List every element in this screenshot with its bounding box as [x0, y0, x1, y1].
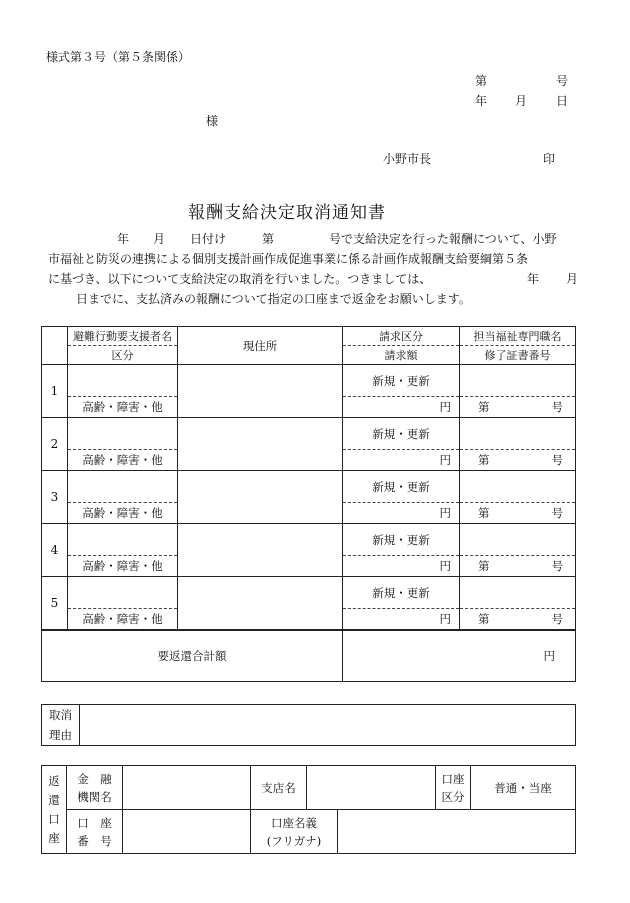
form-number: 様式第３号（第５条関係） [46, 50, 191, 64]
cancel-reason-label: 取消 理由 [42, 705, 80, 746]
doc-number-dai: 第 [475, 74, 488, 88]
financial-institution-label: 金 融 機関名 [67, 766, 123, 810]
amount-cell[interactable]: 円 [343, 609, 460, 630]
row-number: 4 [42, 524, 68, 577]
staff-cell[interactable] [460, 365, 576, 397]
account-type-label: 口座 区分 [436, 766, 471, 810]
date-year: 年 [475, 94, 488, 108]
category-cell[interactable]: 高齢・障害・他 [68, 556, 178, 577]
body-line1: 号で支給決定を行った報酬について、小野 [329, 232, 557, 246]
body-line3-year: 年 [527, 272, 540, 286]
name-cell[interactable] [68, 577, 178, 609]
header-category: 区分 [68, 346, 178, 365]
category-cell[interactable]: 高齢・障害・他 [68, 397, 178, 418]
staff-cell[interactable] [460, 418, 576, 450]
cert-cell[interactable]: 第 号 [460, 609, 576, 630]
body-year: 年 [117, 232, 130, 246]
category-cell[interactable]: 高齢・障害・他 [68, 503, 178, 524]
financial-institution-field[interactable] [123, 766, 251, 810]
address-cell[interactable] [178, 524, 343, 577]
account-type-field[interactable]: 普通・当座 [471, 766, 576, 810]
amount-cell[interactable]: 円 [343, 556, 460, 577]
refund-account-side-label: 返 還 口 座 [42, 766, 67, 854]
request-type-cell[interactable]: 新規・更新 [343, 365, 460, 397]
refund-account-table [41, 765, 576, 854]
sender-name: 小野市長 [383, 152, 432, 166]
total-amount[interactable]: 円 [343, 630, 576, 682]
staff-cell[interactable] [460, 524, 576, 556]
account-number-field[interactable] [123, 810, 251, 854]
address-cell[interactable] [178, 418, 343, 471]
request-type-cell[interactable]: 新規・更新 [343, 577, 460, 609]
seal-mark: 印 [543, 152, 556, 166]
row-number: 5 [42, 577, 68, 630]
cert-cell[interactable]: 第 号 [460, 397, 576, 418]
account-number-label: 口 座 番 号 [67, 810, 123, 854]
body-line4: 日までに、支払済みの報酬について指定の口座まで返金をお願いします。 [76, 292, 471, 306]
cert-cell[interactable]: 第 号 [460, 450, 576, 471]
request-type-cell[interactable]: 新規・更新 [343, 471, 460, 503]
staff-cell[interactable] [460, 577, 576, 609]
addressee-suffix: 様 [206, 114, 219, 128]
staff-cell[interactable] [460, 471, 576, 503]
category-cell[interactable]: 高齢・障害・他 [68, 450, 178, 471]
name-cell[interactable] [68, 524, 178, 556]
address-cell[interactable] [178, 365, 343, 418]
row-number: 2 [42, 418, 68, 471]
header-name: 避難行動要支援者名 [68, 327, 178, 346]
cancel-reason-field[interactable] [80, 705, 576, 746]
claims-table [41, 326, 576, 682]
branch-field[interactable] [307, 766, 436, 810]
cancel-reason-table [41, 704, 576, 746]
request-type-cell[interactable]: 新規・更新 [343, 524, 460, 556]
address-cell[interactable] [178, 577, 343, 630]
date-month: 月 [515, 94, 528, 108]
header-blank [42, 327, 68, 365]
name-cell[interactable] [68, 418, 178, 450]
body-dai: 第 [262, 232, 275, 246]
category-cell[interactable]: 高齢・障害・他 [68, 609, 178, 630]
row-number: 1 [42, 365, 68, 418]
account-holder-label: 口座名義 (フリガナ) [251, 810, 338, 854]
body-month: 月 [153, 232, 166, 246]
body-day: 日付け [190, 232, 227, 246]
doc-number-go: 号 [556, 74, 569, 88]
amount-cell[interactable]: 円 [343, 397, 460, 418]
header-request-amount: 請求額 [343, 346, 460, 365]
request-type-cell[interactable]: 新規・更新 [343, 418, 460, 450]
amount-cell[interactable]: 円 [343, 503, 460, 524]
header-cert: 修了証書番号 [460, 346, 576, 365]
header-request-type: 請求区分 [343, 327, 460, 346]
cert-cell[interactable]: 第 号 [460, 556, 576, 577]
header-staff: 担当福祉専門職名 [460, 327, 576, 346]
account-holder-field[interactable] [338, 810, 576, 854]
date-day: 日 [556, 94, 569, 108]
body-line3-month: 月 [566, 272, 579, 286]
header-address: 現住所 [178, 327, 343, 365]
body-line3: に基づき、以下について支給決定の取消を行いました。つきましては、 [48, 272, 432, 286]
body-line2: 市福祉と防災の連携による個別支援計画作成促進事業に係る計画作成報酬支給要綱第５条 [48, 252, 529, 266]
name-cell[interactable] [68, 471, 178, 503]
branch-label: 支店名 [251, 766, 307, 810]
address-cell[interactable] [178, 471, 343, 524]
name-cell[interactable] [68, 365, 178, 397]
cert-cell[interactable]: 第 号 [460, 503, 576, 524]
row-number: 3 [42, 471, 68, 524]
document-title: 報酬支給決定取消通知書 [188, 203, 386, 223]
amount-cell[interactable]: 円 [343, 450, 460, 471]
total-label: 要返還合計額 [42, 630, 343, 682]
